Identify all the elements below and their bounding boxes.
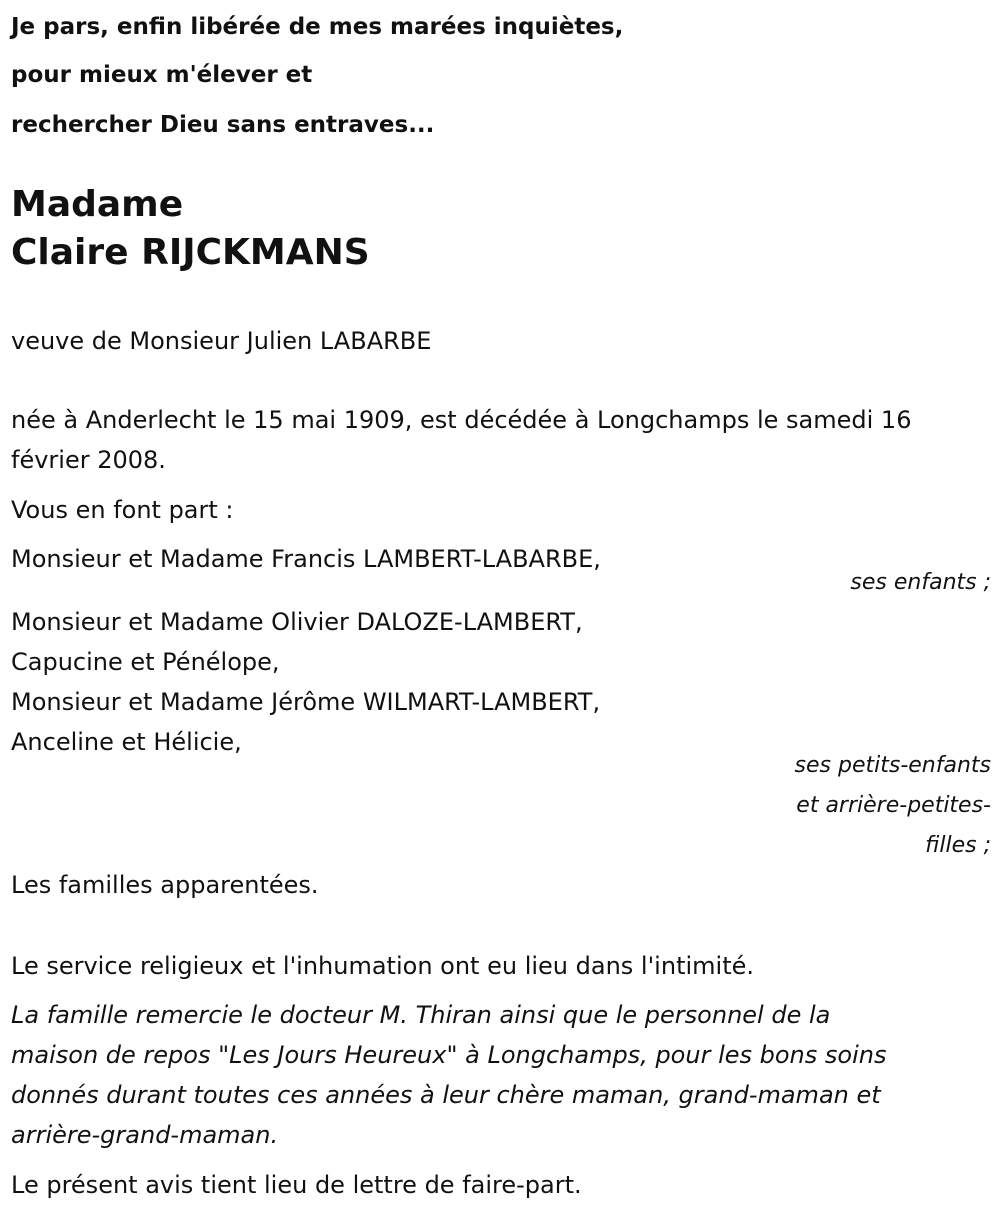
grandchild-line-1: Monsieur et Madame Olivier DALOZE-LAMBERT, bbox=[11, 608, 583, 636]
widow-of: veuve de Monsieur Julien LABARBE bbox=[11, 327, 432, 355]
thanks-line-1: La famille remercie le docteur M. Thiran ainsi que le personnel de la bbox=[11, 1001, 831, 1029]
thanks-line-3: donnés durant toutes ces années à leur chère maman, grand-maman et bbox=[11, 1081, 881, 1109]
children-relation: ses enfants ; bbox=[850, 570, 991, 595]
thanks-line-2: maison de repos "Les Jours Heureux" à Longchamps, pour les bons soins bbox=[11, 1041, 887, 1069]
grandchildren-relation-2: et arrière-petites- bbox=[796, 793, 991, 818]
grandchildren-relation-3: filles ; bbox=[925, 833, 991, 858]
service: Le service religieux et l'inhumation ont eu lieu dans l'intimité. bbox=[11, 952, 754, 980]
epigraph-line-1: Je pars, enfin libérée de mes marées inquiètes, bbox=[11, 14, 624, 40]
grandchild-line-4: Anceline et Hélicie, bbox=[11, 728, 242, 756]
children-names: Monsieur et Madame Francis LAMBERT-LABARBE, bbox=[11, 545, 601, 573]
epigraph-line-3: rechercher Dieu sans entraves... bbox=[11, 112, 435, 138]
thanks-line-4: arrière-grand-maman. bbox=[11, 1121, 279, 1149]
deceased-name: Claire RIJCKMANS bbox=[11, 232, 370, 273]
grandchild-line-3: Monsieur et Madame Jérôme WILMART-LAMBERT, bbox=[11, 688, 601, 716]
epigraph-line-2: pour mieux m'élever et bbox=[11, 62, 313, 88]
grandchild-line-2: Capucine et Pénélope, bbox=[11, 648, 280, 676]
birth-death-line-1: née à Anderlecht le 15 mai 1909, est décédée à Longchamps le samedi 16 bbox=[11, 406, 912, 434]
birth-death-line-2: février 2008. bbox=[11, 446, 166, 474]
closing: Le présent avis tient lieu de lettre de faire-part. bbox=[11, 1171, 582, 1199]
deceased-title: Madame bbox=[11, 184, 184, 225]
grandchildren-relation-1: ses petits-enfants bbox=[794, 753, 991, 778]
families: Les familles apparentées. bbox=[11, 871, 319, 899]
announce: Vous en font part : bbox=[11, 496, 234, 524]
